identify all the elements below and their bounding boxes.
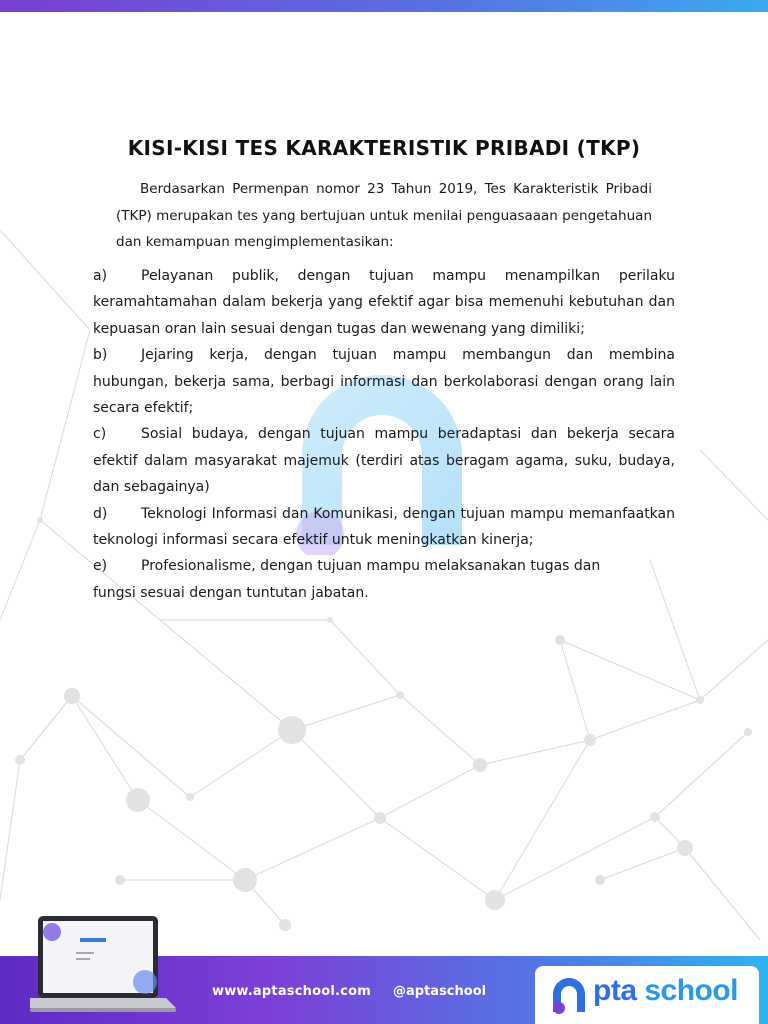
item-text: Teknologi Informasi dan Komunikasi, dengan tujuan mampu memanfaatkan teknologi informasi secara efektif untuk meningkatkan kinerja; — [93, 505, 675, 549]
item-text: Pelayanan publik, dengan tujuan mampu menampilkan perilaku keramahtamahan dalam bekerja yang efektif agar bisa memenuhi kebutuhan dan kepuasan oran lain sesuai dengan tugas dan wewenang yang dimiliki; — [93, 268, 675, 337]
item-letter: c) — [93, 426, 107, 443]
logo-text-pta: pta — [593, 974, 637, 1007]
item-list — [93, 263, 675, 606]
aptaschool-logo — [535, 966, 759, 1024]
list-item — [93, 263, 675, 342]
item-letter: d) — [93, 505, 108, 522]
intro-text: Berdasarkan Permenpan nomor 23 Tahun 2019, Tes Karakteristik Pribadi (TKP) merupakan tes yang bertujuan untuk menilai penguasaaan pengetahuan dan kemampuan mengimplementasikan: — [116, 181, 652, 250]
logo-a-icon — [549, 974, 589, 1014]
item-letter: b) — [93, 347, 108, 364]
item-text: Sosial budaya, dengan tujuan mampu beradaptasi dan bekerja secara efektif dalam masyarakat majemuk (terdiri atas beragam agama, suku, budaya, dan sebagainya) — [93, 426, 675, 496]
list-item — [93, 421, 675, 500]
item-letter: e) — [93, 558, 108, 575]
list-item — [93, 553, 638, 606]
item-letter: a) — [93, 268, 108, 284]
logo-text-school: school — [636, 974, 739, 1007]
list-item — [93, 342, 675, 421]
logo-text — [593, 974, 738, 1008]
intro-paragraph — [116, 176, 652, 256]
footer-website[interactable]: www.aptaschool.com — [212, 984, 371, 999]
laptop-icon — [30, 912, 180, 1024]
page-title: KISI-KISI TES KARAKTERISTIK PRIBADI (TKP) — [127, 136, 641, 160]
item-text: Profesionalisme, dengan tujuan mampu melaksanakan tugas dan fungsi sesuai dengan tuntutan jabatan. — [93, 558, 601, 601]
list-item — [93, 501, 675, 554]
item-text: Jejaring kerja, dengan tujuan mampu membangun dan membina hubungan, bekerja sama, berbagi informasi dan berkolaborasi dengan orang lain secara efektif; — [93, 347, 675, 417]
footer-social-handle[interactable]: @aptaschool — [393, 984, 487, 999]
